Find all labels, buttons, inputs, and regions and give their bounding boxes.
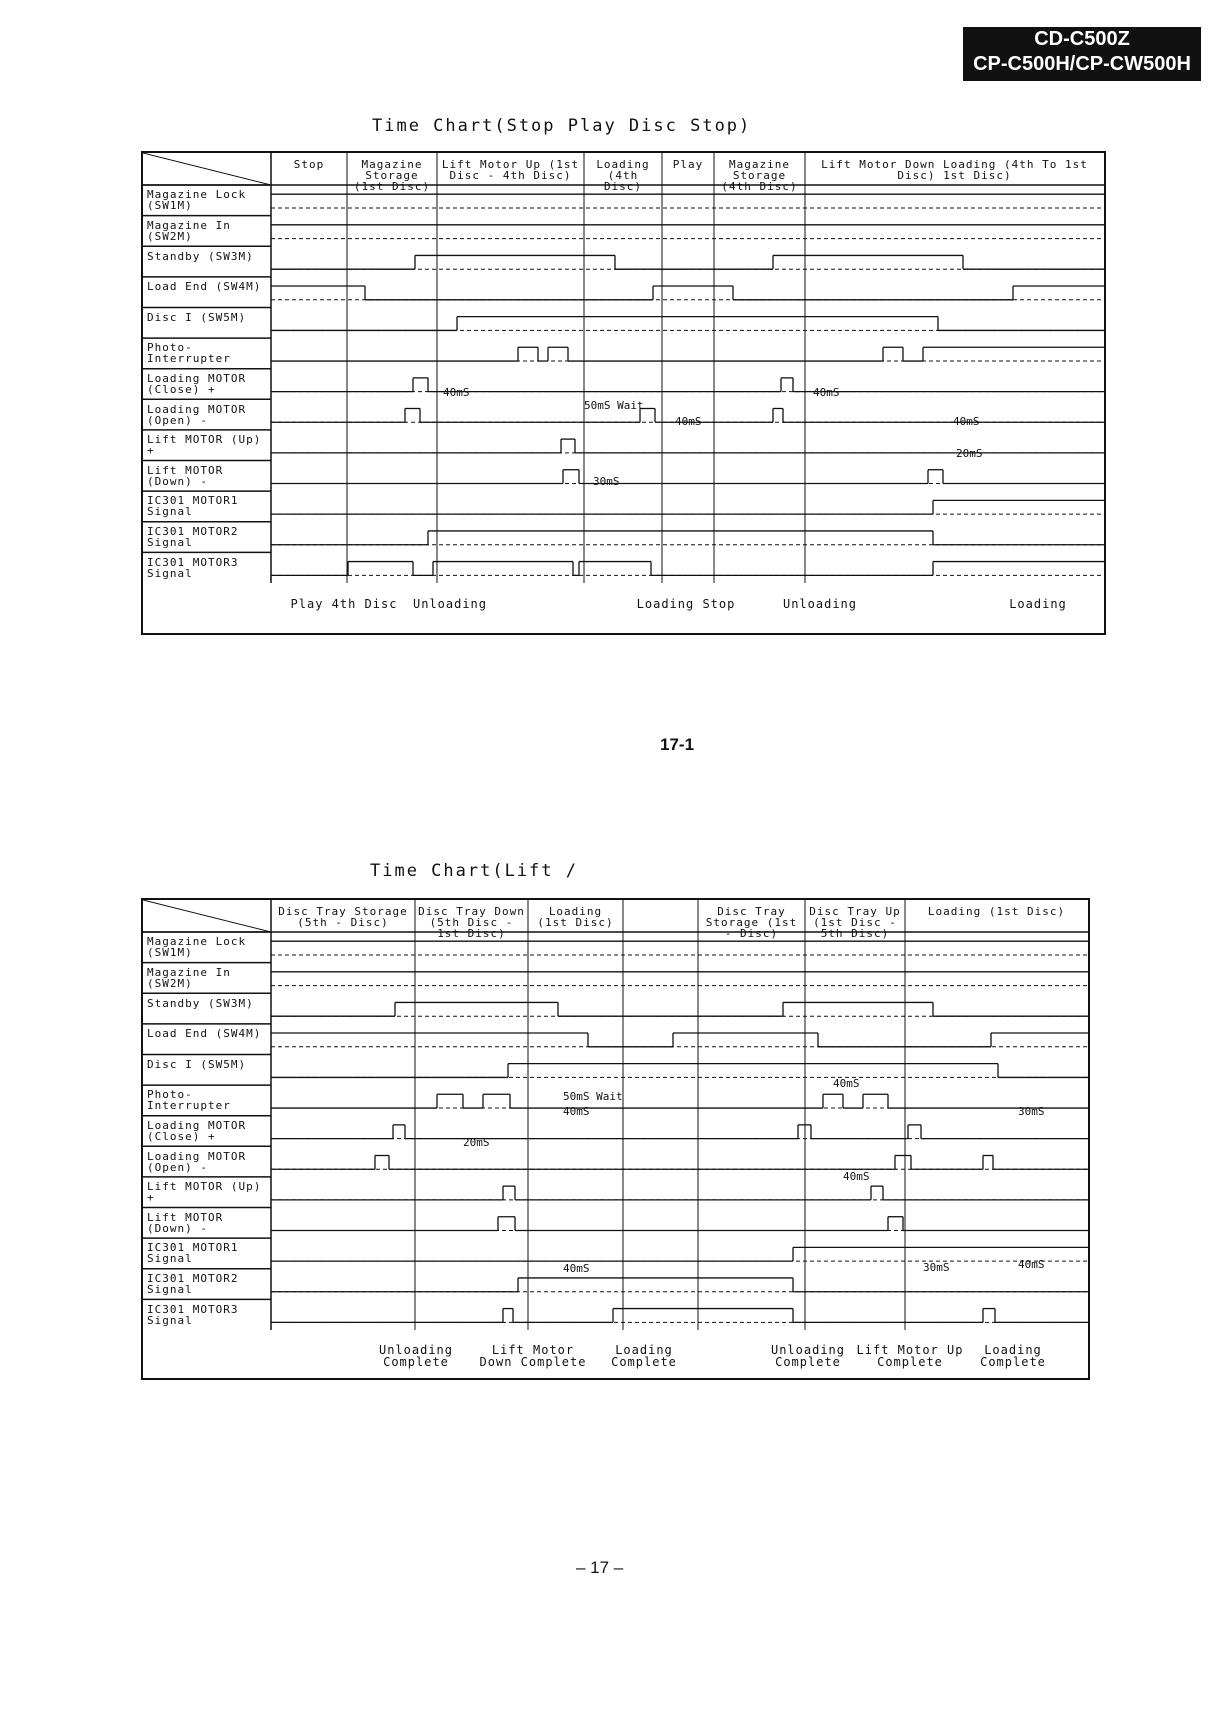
timing-annotation: 30mS (593, 475, 620, 488)
timing-annotation: 50mS Wait (584, 399, 644, 412)
chart1-title: Time Chart(Stop Play Disc Stop) (372, 116, 752, 136)
column-header: Loading (1st Disc) (537, 905, 614, 929)
row-label: Load End (SW4M) (147, 280, 262, 294)
footer-label: Loading Complete (611, 1343, 677, 1369)
timing-chart-2 (141, 898, 1090, 1380)
column-header: Magazine Storage (1st Disc) (353, 158, 431, 193)
row-label: IC301 MOTOR3 Signal (147, 1302, 239, 1327)
footer-label: Loading Stop (636, 597, 736, 611)
timing-annotation: 20mS (463, 1136, 490, 1149)
row-label: Standby (SW3M) (147, 996, 254, 1010)
row-label: Loading MOTOR (Open) - (147, 402, 247, 427)
footer-label: Play 4th Disc (290, 597, 398, 611)
row-label: Disc I (SW5M) (147, 310, 247, 324)
row-label: Standby (SW3M) (147, 249, 254, 263)
row-label: Photo-Interrupter (147, 341, 231, 366)
column-header: Lift Motor Down Loading (4th To 1st Disc) 1st Disc) (821, 158, 1088, 182)
model-badge (963, 27, 1201, 81)
model-line-1: CD-C500Z (1034, 28, 1130, 50)
row-label: Magazine In (SW2M) (147, 965, 231, 990)
column-header: Loading (4th Disc) (596, 158, 650, 193)
header-diagonal (143, 900, 271, 932)
row-label: Photo-Interrupter (147, 1088, 231, 1113)
row-label: Lift MOTOR (Up) + (147, 433, 262, 458)
row-label: IC301 MOTOR3 Signal (147, 555, 239, 580)
footer-label: Loading Complete (980, 1343, 1046, 1369)
row-label: IC301 MOTOR2 Signal (147, 525, 239, 550)
column-header: Disc Tray Storage (5th - Disc) (278, 905, 408, 929)
timing-annotation: 30mS (1018, 1105, 1045, 1118)
row-label: Loading MOTOR (Close) + (147, 1119, 247, 1143)
timing-annotation: 40mS (1018, 1258, 1045, 1271)
row-label: Loading MOTOR (Open) - (147, 1149, 247, 1174)
column-header: Disc Tray Storage (1st - Disc) (705, 905, 798, 940)
timing-annotation: 40mS (843, 1170, 870, 1183)
model-line-2: CP-C500H/CP-CW500H (973, 53, 1191, 75)
row-label: Magazine Lock (SW1M) (147, 188, 247, 213)
row-label: Magazine Lock (SW1M) (147, 935, 247, 960)
column-header: Disc Tray Up (1st Disc - 5th Disc) (809, 905, 901, 940)
chart1-grid (143, 153, 1104, 583)
timing-chart-1 (141, 151, 1106, 635)
footer-label: Unloading (412, 597, 488, 611)
row-label: IC301 MOTOR2 Signal (147, 1272, 239, 1297)
timing-annotation: 20mS (956, 447, 983, 460)
column-header: Magazine Storage (4th Disc) (721, 158, 798, 193)
row-label: Lift MOTOR (Down) - (147, 463, 224, 488)
column-header: Lift Motor Up (1st Disc - 4th Disc) (441, 158, 580, 182)
timing-annotation: 30mS (923, 1261, 950, 1274)
footer-label: Loading (1009, 597, 1067, 611)
footer-label: Unloading Complete (770, 1343, 846, 1369)
footer-label: Unloading (782, 597, 858, 611)
row-label: Magazine In (SW2M) (147, 218, 231, 243)
page-number: – 17 – (576, 1558, 624, 1577)
footer-label: Lift Motor Down Complete (479, 1343, 587, 1369)
row-label: Load End (SW4M) (147, 1027, 262, 1041)
column-header: Play (672, 158, 704, 171)
timing-annotation: 40mS (563, 1262, 590, 1275)
footer-label: Unloading Complete (378, 1343, 454, 1369)
timing-annotation: 40mS (443, 386, 470, 399)
chart2-title: Time Chart(Lift / (370, 861, 578, 881)
timing-annotation: 40mS (675, 415, 702, 428)
row-label: Lift MOTOR (Down) - (147, 1210, 224, 1235)
row-label: Lift MOTOR (Up) + (147, 1180, 262, 1205)
row-label: Loading MOTOR (Close) + (147, 372, 247, 396)
timing-annotation: 40mS (563, 1105, 590, 1118)
timing-annotation: 40mS (953, 415, 980, 428)
row-label: Disc I (SW5M) (147, 1057, 247, 1071)
footer-label: Lift Motor Up Complete (856, 1343, 964, 1369)
timing-annotation: 40mS (833, 1077, 860, 1090)
row-label: IC301 MOTOR1 Signal (147, 1241, 239, 1266)
column-header: Loading (1st Disc) (927, 905, 1066, 918)
column-header: Disc Tray Down (5th Disc - 1st Disc) (418, 905, 525, 940)
row-label: IC301 MOTOR1 Signal (147, 494, 239, 519)
column-header: Stop (293, 158, 325, 171)
section-label: 17-1 (660, 735, 695, 754)
header-diagonal (143, 153, 271, 185)
timing-annotation: 40mS (813, 386, 840, 399)
timing-annotation: 50mS Wait (563, 1090, 623, 1103)
